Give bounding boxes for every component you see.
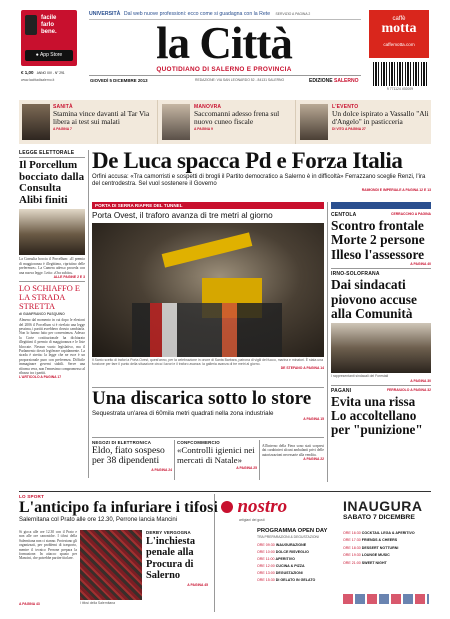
tunnel-headline: Porta Ovest, il traforo avanza di tre metri al giorno xyxy=(92,211,273,220)
derby-story[interactable] xyxy=(146,530,208,587)
right-column xyxy=(331,202,431,437)
centola-headline[interactable]: Scontro frontale Morte 2 persone Illeso l'assessore xyxy=(331,218,425,262)
program-time: ORE 09:30 xyxy=(257,543,275,547)
discarica-deck: Sequestrata un'area di 60mila metri quadrati nella zona industriale xyxy=(92,410,274,417)
sindacati-photo xyxy=(331,323,431,373)
teaser-1[interactable] xyxy=(19,100,156,144)
left-column xyxy=(19,150,85,480)
program-left xyxy=(257,542,337,584)
teaser-kicker: SANITÀ xyxy=(53,104,73,110)
program-time: ORE 10:00 xyxy=(257,550,275,554)
newspaper-title: la Città xyxy=(156,18,292,68)
tunnel-photo xyxy=(92,223,324,357)
fans-photo xyxy=(80,530,142,600)
lead-page: RAIMONDI E IMPERIALE A PAGINA 12 E 13 xyxy=(361,188,431,192)
nostro-ad[interactable] xyxy=(214,494,431,612)
inaugura-label: INAUGURA xyxy=(343,498,423,514)
pagani-kicker: PAGANI xyxy=(331,387,352,394)
edition-city: SALERNO xyxy=(334,78,359,84)
promo-line3: bene. xyxy=(41,29,57,35)
masthead xyxy=(19,8,431,96)
teaser-kicker: L'EVENTO xyxy=(332,104,359,110)
confcommercio-headline: «Controlli igienici nei mercati di Natale» xyxy=(177,445,255,465)
centola-tag: CERRACCHIO A PAGINA xyxy=(391,212,431,216)
program-item: SWEET NIGHT xyxy=(361,560,387,565)
teaser-kicker: MANOVRA xyxy=(194,104,222,110)
site-url[interactable]: www.lacittadisalerno.it xyxy=(21,78,55,82)
program-item: CUCINA & PIZZA xyxy=(275,564,305,568)
program-item: INAUGURAZIONE xyxy=(275,543,307,547)
negozi-kicker: NEGOZI DI ELETTRONICA xyxy=(92,440,152,445)
discarica-headline: Una discarica sotto lo store xyxy=(92,388,312,409)
top-banner-label: UNIVERSITÀ xyxy=(89,11,121,17)
irno-kicker: IRNO-SOLOFRANA xyxy=(331,271,380,278)
date-line: GIOVEDÌ 5 DICEMBRE 2013 xyxy=(90,78,148,83)
top-banner-text: Dal web nuove professioni: ecco come si guadagna con la Rete xyxy=(123,11,271,17)
newspaper-subtitle: QUOTIDIANO DI SALERNO E PROVINCIA xyxy=(156,66,292,73)
editorial-byline: di GIANFRANCO PASQUINO xyxy=(19,312,65,316)
program-item: DI GELATO IN GELATO xyxy=(275,578,316,582)
program-item: APERITIVO xyxy=(275,557,295,561)
teaser-strip xyxy=(19,100,431,144)
teaser-text: Stamina vince davanti al Tar Via libera ai test sui malati xyxy=(53,109,150,126)
nostro-brand: nostro xyxy=(237,496,288,517)
derby-headline: L'inchiesta penale alla Procura di Salerno xyxy=(146,536,196,582)
barcode-number: 9 771124 492009 xyxy=(386,87,414,91)
teaser-page: A PAGINA 9 xyxy=(194,127,213,131)
tunnel-kicker: PORTA DI SERRA RIAPRE DEL TUNNEL xyxy=(92,202,324,209)
teaser-photo xyxy=(22,104,50,140)
consulta-photo xyxy=(19,209,85,255)
teaser-text: Saccomanni adesso frena sul nuovo cuneo fiscale xyxy=(194,109,280,126)
program-right xyxy=(343,530,429,567)
teaser-2[interactable] xyxy=(157,100,294,144)
derby-page: A PAGINA 45 xyxy=(187,582,208,587)
teaser-page: DI VITO A PAGINA 27 xyxy=(332,127,366,131)
negozi-headline: Eldo, fiato sospeso per 38 dipendenti xyxy=(92,445,165,467)
phone-icon xyxy=(25,15,37,35)
fans-caption: I tifosi della Salernitana xyxy=(80,601,116,605)
tunnel-page: DE STEFANO A PAGINA 14 xyxy=(280,366,324,371)
teaser-photo xyxy=(300,104,328,140)
program-time: ORE 17:30 xyxy=(343,538,361,543)
left-kicker: LEGGE ELETTORALE xyxy=(19,150,85,158)
program-time: ORE 15:30 xyxy=(257,578,275,582)
motta-url: caffemotta.com xyxy=(383,42,415,47)
teaser-3[interactable] xyxy=(295,100,431,144)
discarica-page: A PAGINA 15 xyxy=(303,417,324,421)
left-headline[interactable]: Il Porcellum bocciato dalla Consulta Alibi finiti xyxy=(19,159,85,206)
centola-page: A PAGINA 40 xyxy=(410,262,431,267)
fiera-body: All'interno della Fiera sono stati sorpresi dai carabinieri alcuni ambulanti privi delle autorizzazioni necessarie alla vendita. xyxy=(262,444,324,457)
excavator-arm xyxy=(162,232,253,267)
tunnel-story[interactable] xyxy=(92,202,324,382)
program-item: DESSERT NOTTURNI xyxy=(361,545,399,550)
nostro-logo xyxy=(221,496,287,518)
left-body: La Consulta boccia il Porcellum: «Il premio di maggioranza è illegittimo, ripristino delle preferenze». La Camera adesso proceda con una nuova legge. Letta: «Ora subito». xyxy=(19,257,85,275)
editorial-headline[interactable]: LO SCHIAFFO E LA STRADA STRETTA xyxy=(19,284,80,311)
address-line: REDAZIONE: VIA SAN LEONARDO 52 - 84131 SALERNO xyxy=(195,78,285,82)
program-time: ORE 12:00 xyxy=(257,564,275,568)
lead-story[interactable] xyxy=(92,148,431,192)
negozi-page: A PAGINA 24 xyxy=(151,467,172,472)
fiera-page: A PAGINA 22 xyxy=(303,457,324,462)
sport-headline: L'anticipo fa infuriare i tifosi xyxy=(19,499,218,516)
sport-section[interactable] xyxy=(19,494,218,612)
program-time: ORE 11:00 xyxy=(257,557,275,561)
price: € 1,00 xyxy=(21,70,34,75)
sport-kicker: LO SPORT xyxy=(19,494,45,499)
fiera-story[interactable] xyxy=(262,444,324,461)
apple-logo-icon xyxy=(221,501,233,513)
top-banner-page: SERVIZIO A PAGINA 2 xyxy=(275,12,311,16)
lead-deck: Orfini accusa: «Tra camorristi e sospetti di brogli il Partito democratico a Salerno è in difficoltà» Ferrazzano sceglie Renzi, l'ira del centrodestra. Sel vuol sostenere il Governo xyxy=(92,174,426,187)
editorial-body: Almeno dal momento in cui dopo le elezioni del 2006 il Porcellum si è rivelato una legge pessima, i partiti avrebbero dovuto cambiarla. Non lo hanno fatto per convenienza. Adesso la Corte costituzionale ha dichiarato illegittimi il premio di maggioranza e le liste bloccate. Nessun vuoto legislativo, ma il Parlamento dovrà legiferare rapidamente. La strada è stretta: la legge che ne esce è un proporzionale puro con preferenza. Difficile immaginare governi stabili. Serve una riforma vera, non l'ennesimo compromesso al ribasso tra i partiti. xyxy=(19,318,85,376)
program-time: ORE 21:00 xyxy=(343,560,361,565)
editorial-page: L'ARTICOLO A PAGINA 17 xyxy=(19,375,62,380)
program-time: ORE 18:30 xyxy=(343,545,361,550)
discarica-story[interactable] xyxy=(92,388,324,421)
confcommercio-story[interactable] xyxy=(177,440,257,470)
teaser-text: Un dolce ispirato a Vassallo "Ali d'Angelo" in pasticceria xyxy=(332,109,429,126)
app-store-label: App Store xyxy=(39,52,63,58)
program-title: PROGRAMMA OPEN DAY xyxy=(257,528,328,534)
program-time: ORE 16:30 xyxy=(343,531,361,535)
apple-icon: ● xyxy=(35,52,39,58)
negozi-story[interactable] xyxy=(92,440,172,472)
promo-line1: facile xyxy=(41,15,57,21)
teaser-photo xyxy=(162,104,190,140)
program-time: ORE 19:30 xyxy=(343,553,361,558)
confcommercio-page: A PAGINA 25 xyxy=(236,466,257,471)
left-page: ALLE PAGINE 2 E 3 xyxy=(53,275,85,279)
program-sub: TRA PREPARAZIONI & DEGUSTAZIONI xyxy=(257,535,319,539)
program-item: LOUNGE MUSIC xyxy=(361,553,390,558)
nostro-sub: artigiani dei gusti xyxy=(239,518,265,522)
program-time: ORE 13:00 xyxy=(257,571,275,575)
edition-word: EDIZIONE xyxy=(309,78,333,84)
pagani-headline[interactable]: Evita una rissa Lo accoltellano per "punizione" xyxy=(331,393,423,438)
sport-body: Si gioca alle ore 12.30 con il Prato e non alle ore canoniche. I tifosi della Salernitana non ci stanno. Protestano gli organizzati, per problemi di trasporto, mentre il tecnico Perrone prepara la formazione. In attacco spazio per Mancini, che potrebbe partire titolare. xyxy=(19,530,77,561)
irno-page: A PAGINA 30 xyxy=(410,378,431,383)
barcode xyxy=(373,62,427,86)
promo-line2: farlo xyxy=(41,22,55,28)
app-store-badge[interactable] xyxy=(25,50,73,61)
edition-label xyxy=(309,78,358,84)
program-item: FRIENDS & CHEERS xyxy=(361,538,398,543)
program-item: DEGUSTAZIONI xyxy=(275,571,303,575)
irno-headline[interactable]: Dai sindacati piovono accuse alla Comunità xyxy=(331,277,417,322)
tunnel-caption: Il Santo scelto di trafori a Porta Ovest, quest'anno, per la celebrazione in onore di Santa Barbara, patrona di vigili del fuoco, marina e minatori. È stata una funzione per fare il punto della situazione circa i lavori e il traforo avanza: la galleria avanza di tre metri al giorno. xyxy=(92,358,323,367)
inaugura-date: SABATO 7 DICEMBRE xyxy=(343,514,415,521)
lead-headline: De Luca spacca Pd e Forza Italia xyxy=(92,148,403,173)
motta-promo[interactable] xyxy=(369,10,429,58)
people-group xyxy=(132,303,282,357)
motta-name: motta xyxy=(381,21,417,36)
app-promo[interactable] xyxy=(21,10,77,66)
derby-kicker: DERBY VERGOGNA xyxy=(146,530,191,535)
program-item: DOLCE RISVEGLIO xyxy=(275,550,309,554)
motta-brand: caffè xyxy=(392,16,406,22)
provincia-bar xyxy=(331,202,431,209)
issue: ANNO XIV - N° 291 xyxy=(36,71,65,75)
sport-deck: Salernitana col Prato alle ore 12.30, Perrone lancia Mancini xyxy=(19,517,178,523)
teaser-page: A PAGINA 7 xyxy=(53,127,72,131)
program-item: COCKTAIL LEGA & APERITIVO xyxy=(361,531,415,535)
confcommercio-kicker: CONFCOMMERCIO xyxy=(177,440,220,445)
sindacati-caption: I rappresentanti sindacali del Forestali xyxy=(331,374,389,379)
sport-page: A PAGINA 43 xyxy=(19,602,40,606)
ad-footer-strip xyxy=(343,594,429,604)
centola-kicker: CENTOLA xyxy=(331,212,357,218)
pagani-tag: FERRAIUOLO A PAGINA 32 xyxy=(386,387,431,392)
